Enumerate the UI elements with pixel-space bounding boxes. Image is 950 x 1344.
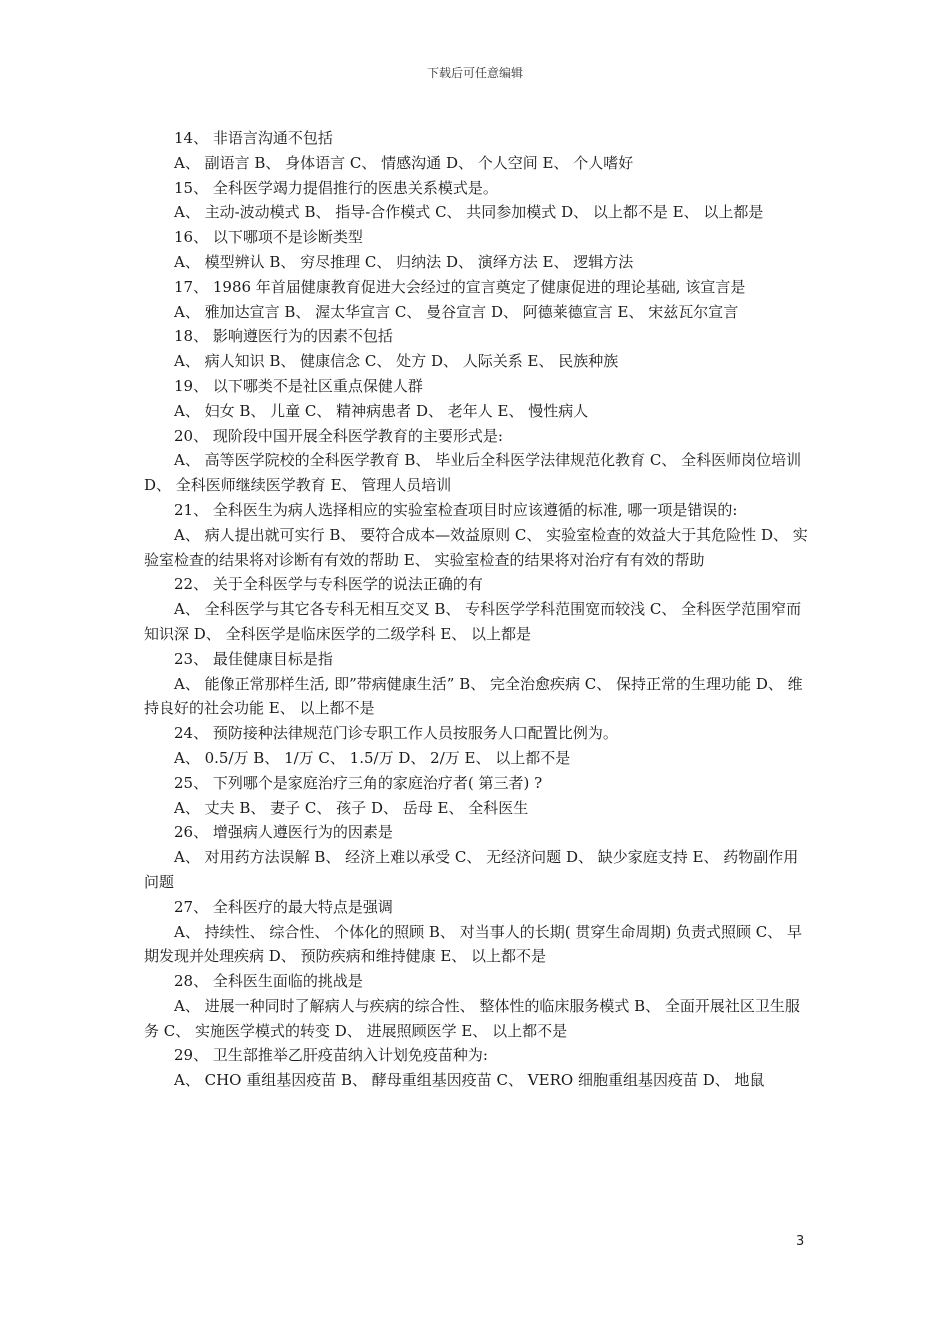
- page-number: 3: [796, 1234, 805, 1249]
- question-18: 18、 影响遵医行为的因素不包括: [174, 327, 393, 346]
- options-18: A、 病人知识 B、 健康信念 C、 处方 D、 人际关系 E、 民族种族: [174, 352, 619, 371]
- question-15: 15、 全科医学竭力提倡推行的医患关系模式是。: [174, 178, 498, 197]
- options-15: A、 主动-波动模式 B、 指导-合作模式 C、 共同参加模式 D、 以上都不是 E、 以上都是: [174, 203, 764, 222]
- question-19: 19、 以下哪类不是社区重点保健人群: [174, 376, 423, 395]
- question-20: 20、 现阶段中国开展全科医学教育的主要形式是:: [174, 426, 503, 445]
- options-22: A、 全科医学与其它各专科无相互交叉 B、 专科医学学科范围宽而较浅 C、 全科医学范围窄而知识深 D、 全科医学是临床医学的二级学科 E、 以上都是: [144, 600, 802, 643]
- options-21: A、 病人提出就可实行 B、 要符合成本—效益原则 C、 实验室检查的效益大于其危险性 D、 实验室检查的结果将对诊断有有效的帮助 E、 实验室检查的结果将对治疗有有效的帮助: [144, 525, 808, 569]
- question-16: 16、 以下哪项不是诊断类型: [174, 228, 363, 247]
- page-header: 下载后可任意编辑: [426, 66, 523, 80]
- options-19: A、 妇女 B、 儿童 C、 精神病患者 D、 老年人 E、 慢性病人: [174, 401, 589, 420]
- question-23: 23、 最佳健康目标是指: [174, 649, 333, 668]
- options-29: A、 CHO 重组基因疫苗 B、 酵母重组基因疫苗 C、 VERO 细胞重组基因疫苗 D、 地鼠: [174, 1071, 765, 1090]
- options-14: A、 副语言 B、 身体语言 C、 情感沟通 D、 个人空间 E、 个人嗜好: [174, 153, 634, 172]
- options-24: A、 0.5/万 B、 1/万 C、 1.5/万 D、 2/万 E、 以上都不是: [174, 748, 571, 767]
- document-body: [144, 126, 808, 1093]
- question-21: 21、 全科医生为病人选择相应的实验室检查项目时应该遵循的标准, 哪一项是错误的:: [174, 500, 738, 519]
- options-25: A、 丈夫 B、 妻子 C、 孩子 D、 岳母 E、 全科医生: [174, 798, 529, 817]
- question-27: 27、 全科医疗的最大特点是强调: [174, 897, 393, 916]
- question-17: 17、 1986 年首届健康教育促进大会经过的宣言奠定了健康促进的理论基础, 该宣言是: [174, 277, 746, 296]
- options-26: A、 对用药方法误解 B、 经济上难以承受 C、 无经济问题 D、 缺少家庭支持 E、 药物副作用问题: [144, 848, 799, 891]
- question-28: 28、 全科医生面临的挑战是: [174, 972, 363, 991]
- options-16: A、 模型辨认 B、 穷尽推理 C、 归纳法 D、 演绎方法 E、 逻辑方法: [174, 252, 634, 271]
- options-27: A、 持续性、 综合性、 个体化的照顾 B、 对当事人的长期( 贯穿生命周期) 负责式照顾 C、 早期发现并处理疾病 D、 预防疾病和维持健康 E、 以上都不是: [144, 922, 802, 966]
- question-25: 25、 下列哪个是家庭治疗三角的家庭治疗者( 第三者) ?: [174, 773, 543, 792]
- question-14: 14、 非语言沟通不包括: [174, 129, 333, 147]
- options-17: A、 雅加达宣言 B、 渥太华宣言 C、 曼谷宣言 D、 阿德莱德宣言 E、 宋兹瓦尔宣言: [174, 302, 739, 321]
- options-28: A、 进展一种同时了解病人与疾病的综合性、 整体性的临床服务模式 B、 全面开展社区卫生服务 C、 实施医学模式的转变 D、 进展照顾医学 E、 以上都不是: [144, 996, 800, 1040]
- question-29: 29、 卫生部推举乙肝疫苗纳入计划免疫苗种为:: [174, 1046, 488, 1065]
- options-20: A、 高等医学院校的全科医学教育 B、 毕业后全科医学法律规范化教育 C、 全科医师岗位培训 D、 全科医师继续医学教育 E、 管理人员培训: [144, 451, 802, 495]
- question-24: 24、 预防接种法律规范门诊专职工作人员按服务人口配置比例为。: [174, 724, 618, 743]
- options-23: A、 能像正常那样生活, 即”带病健康生活” B、 完全治愈疾病 C、 保持正常的生理功能 D、 维持良好的社会功能 E、 以上都不是: [144, 674, 803, 718]
- question-22: 22、 关于全科医学与专科医学的说法正确的有: [174, 575, 483, 594]
- question-26: 26、 增强病人遵医行为的因素是: [174, 823, 393, 842]
